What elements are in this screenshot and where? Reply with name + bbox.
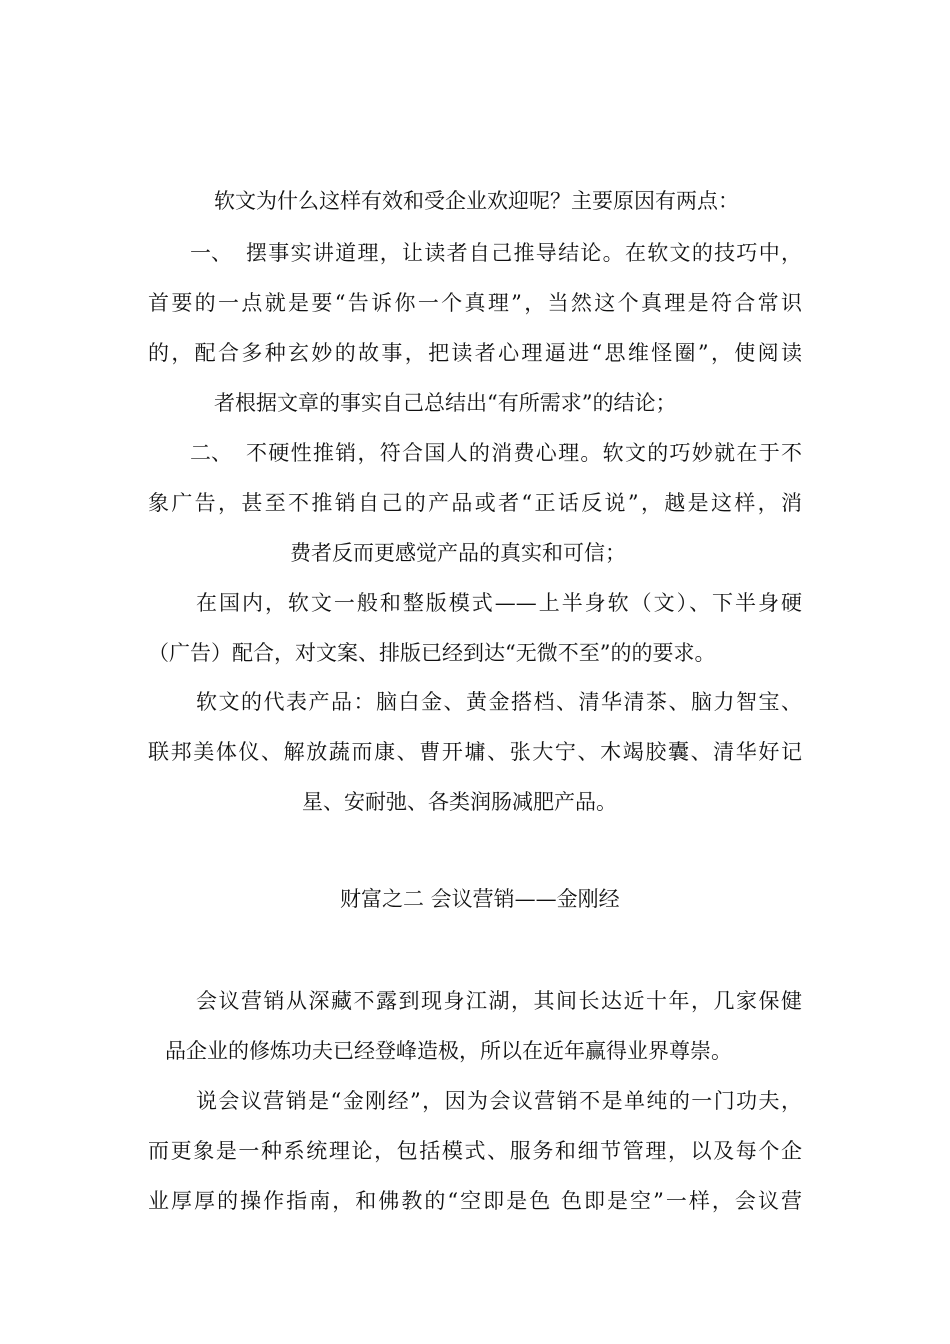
- intro-line: 软文为什么这样有效和受企业欢迎呢？主要原因有两点：: [214, 189, 739, 213]
- para2-line3: 业厚厚的操作指南，和佛教的“空即是色 色即是空”一样，会议营: [148, 1189, 802, 1213]
- products-line2: 联邦美体仪、解放蔬而康、曹开墉、张大宁、木竭胶囊、清华好记: [148, 740, 802, 764]
- point1-line4: 者根据文章的事实自己总结出“有所需求”的结论；: [214, 391, 677, 415]
- domestic-line2: （广告）配合，对文案、排版已经到达“无微不至”的的要求。: [148, 641, 716, 665]
- domestic-line1: 在国内，软文一般和整版模式——上半身软（文）、下半身硬: [196, 591, 802, 615]
- point1-marker: 一、: [190, 241, 232, 265]
- para1-line1: 会议营销从深藏不露到现身江湖，其间长达近十年，几家保健: [196, 989, 802, 1013]
- point2-marker: 二、: [190, 441, 232, 465]
- point1-line2: 首要的一点就是要“告诉你一个真理”，当然这个真理是符合常识: [148, 291, 802, 315]
- point2-line1: 不硬性推销，符合国人的消费心理。软文的巧妙就在于不: [246, 441, 802, 465]
- para1-line2: 品企业的修炼功夫已经登峰造极，所以在近年赢得业界尊崇。: [165, 1039, 732, 1063]
- para2-line2: 而更象是一种系统理论，包括模式、服务和细节管理，以及每个企: [148, 1139, 802, 1163]
- point2-line3: 费者反而更感觉产品的真实和可信；: [290, 541, 626, 565]
- section-heading: 财富之二 会议营销——金刚经: [340, 887, 620, 911]
- point1-line1: 摆事实讲道理，让读者自己推导结论。在软文的技巧中，: [246, 241, 802, 265]
- products-line1: 软文的代表产品：脑白金、黄金搭档、清华清茶、脑力智宝、: [196, 690, 802, 714]
- para2-line1: 说会议营销是“金刚经”，因为会议营销不是单纯的一门功夫，: [196, 1089, 802, 1113]
- point2-line2: 象广告，甚至不推销自己的产品或者“正话反说”，越是这样，消: [148, 491, 802, 515]
- products-line3: 星、安耐弛、各类润肠减肥产品。: [302, 790, 617, 814]
- point1-line3: 的，配合多种玄妙的故事，把读者心理逼进“思维怪圈”，使阅读: [148, 341, 802, 365]
